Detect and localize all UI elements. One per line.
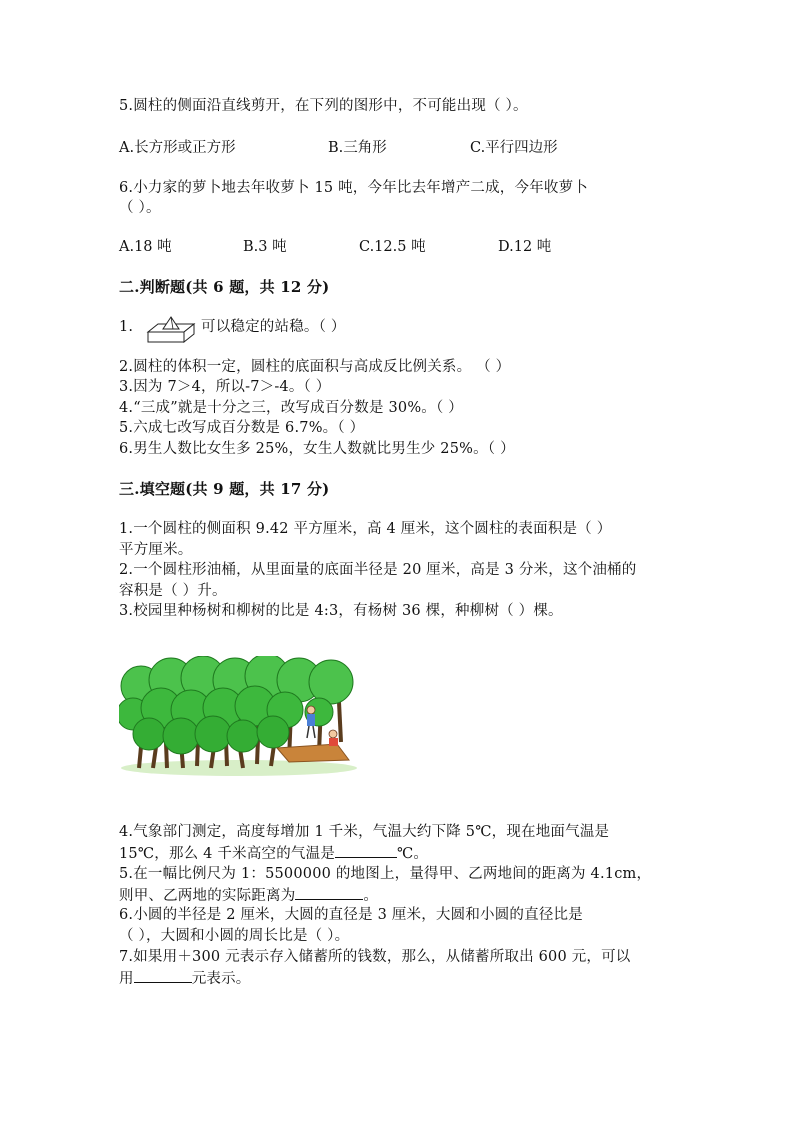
s3-q7-line2 xyxy=(119,968,251,989)
s3-q4-blank[interactable] xyxy=(335,843,397,858)
s3-q4-line1: 4.气象部门测定，高度每增加 1 千米，气温大约下降 5℃，现在地面气温是 xyxy=(119,824,610,840)
s2-q2: 2.圆柱的体积一定，圆柱的底面积与高成反比例关系。 （ ） xyxy=(119,359,511,375)
s3-q5-line1: 5.在一幅比例尺为 1：5500000 的地图上，量得甲、乙两地间的距离为 4.1cm， xyxy=(119,866,652,882)
s3-q7-line1: 7.如果用＋300 元表示存入储蓄所的钱数，那么，从储蓄所取出 600 元，可以 xyxy=(119,949,631,965)
q6-option-b: B.3 吨 xyxy=(243,239,287,255)
q6-option-d: D.12 吨 xyxy=(498,239,552,255)
q6-stem-line1: 6.小力家的萝卜地去年收萝卜 15 吨，今年比去年增产二成，今年收萝卜 xyxy=(119,180,589,196)
q5-stem: 5.圆柱的侧面沿直线剪开，在下列的图形中，不可能出现（ ）。 xyxy=(119,98,528,114)
s3-q5-line2 xyxy=(119,885,378,906)
s3-q2-line2: 容积是（ ）升。 xyxy=(119,583,227,599)
s2-q3: 3.因为 7＞4，所以-7＞-4。（ ） xyxy=(119,379,331,395)
s3-q1-line2: 平方厘米。 xyxy=(119,542,193,558)
s2-q5: 5.六成七改写成百分数是 6.7%。（ ） xyxy=(119,420,365,436)
s3-q4-text-a: 15℃，那么 4 千米高空的气温是 xyxy=(119,846,336,862)
s2-q6: 6.男生人数比女生多 25%，女生人数就比男生少 25%。（ ） xyxy=(119,441,515,457)
s3-q4-line2 xyxy=(119,843,428,864)
s3-q3: 3.校园里种杨树和柳树的比是 4:3，有杨树 36 棵，种柳树（ ）棵。 xyxy=(119,603,563,619)
s3-q5-text-b: 。 xyxy=(363,888,379,904)
q6-option-c: C.12.5 吨 xyxy=(359,239,426,255)
s3-q7-text-b: 元表示。 xyxy=(191,971,251,987)
q6-option-a: A.18 吨 xyxy=(119,239,172,255)
s2-q1-text: 可以稳定的站稳。（ ） xyxy=(201,319,346,335)
s3-q1-line1: 1.一个圆柱的侧面积 9.42 平方厘米，高 4 厘米，这个圆柱的表面积是（ ） xyxy=(119,521,612,537)
s3-q6-line2: （ ），大圆和小圆的周长比是（ ）。 xyxy=(119,928,350,944)
triangular-prism-figure xyxy=(146,316,196,344)
q5-option-b: B.三角形 xyxy=(328,140,387,156)
q5-option-a: A.长方形或正方形 xyxy=(119,140,236,156)
s3-q5-text-a: 则甲、乙两地的实际距离为 xyxy=(119,888,296,904)
q6-stem-line2: （ ）。 xyxy=(119,200,161,216)
section3-heading: 三.填空题(共 9 题，共 17 分) xyxy=(119,480,330,498)
s3-q5-blank[interactable] xyxy=(295,885,363,900)
s3-q6-line1: 6.小圆的半径是 2 厘米，大圆的直径是 3 厘米，大圆和小圆的直径比是 xyxy=(119,907,583,923)
s3-q4-text-b: ℃。 xyxy=(397,846,429,862)
s2-q4: 4.“三成”就是十分之三，改写成百分数是 30%。（ ） xyxy=(119,400,463,416)
trees-planting-illustration xyxy=(119,656,359,778)
s3-q7-text-a: 用 xyxy=(119,971,134,987)
section2-heading: 二.判断题(共 6 题，共 12 分) xyxy=(119,278,330,296)
s3-q2-line1: 2.一个圆柱形油桶，从里面量的底面半径是 20 厘米，高是 3 分米，这个油桶的 xyxy=(119,562,637,578)
q5-option-c: C.平行四边形 xyxy=(470,140,558,156)
s3-q7-blank[interactable] xyxy=(134,968,192,983)
s2-q1-number: 1. xyxy=(119,319,134,335)
